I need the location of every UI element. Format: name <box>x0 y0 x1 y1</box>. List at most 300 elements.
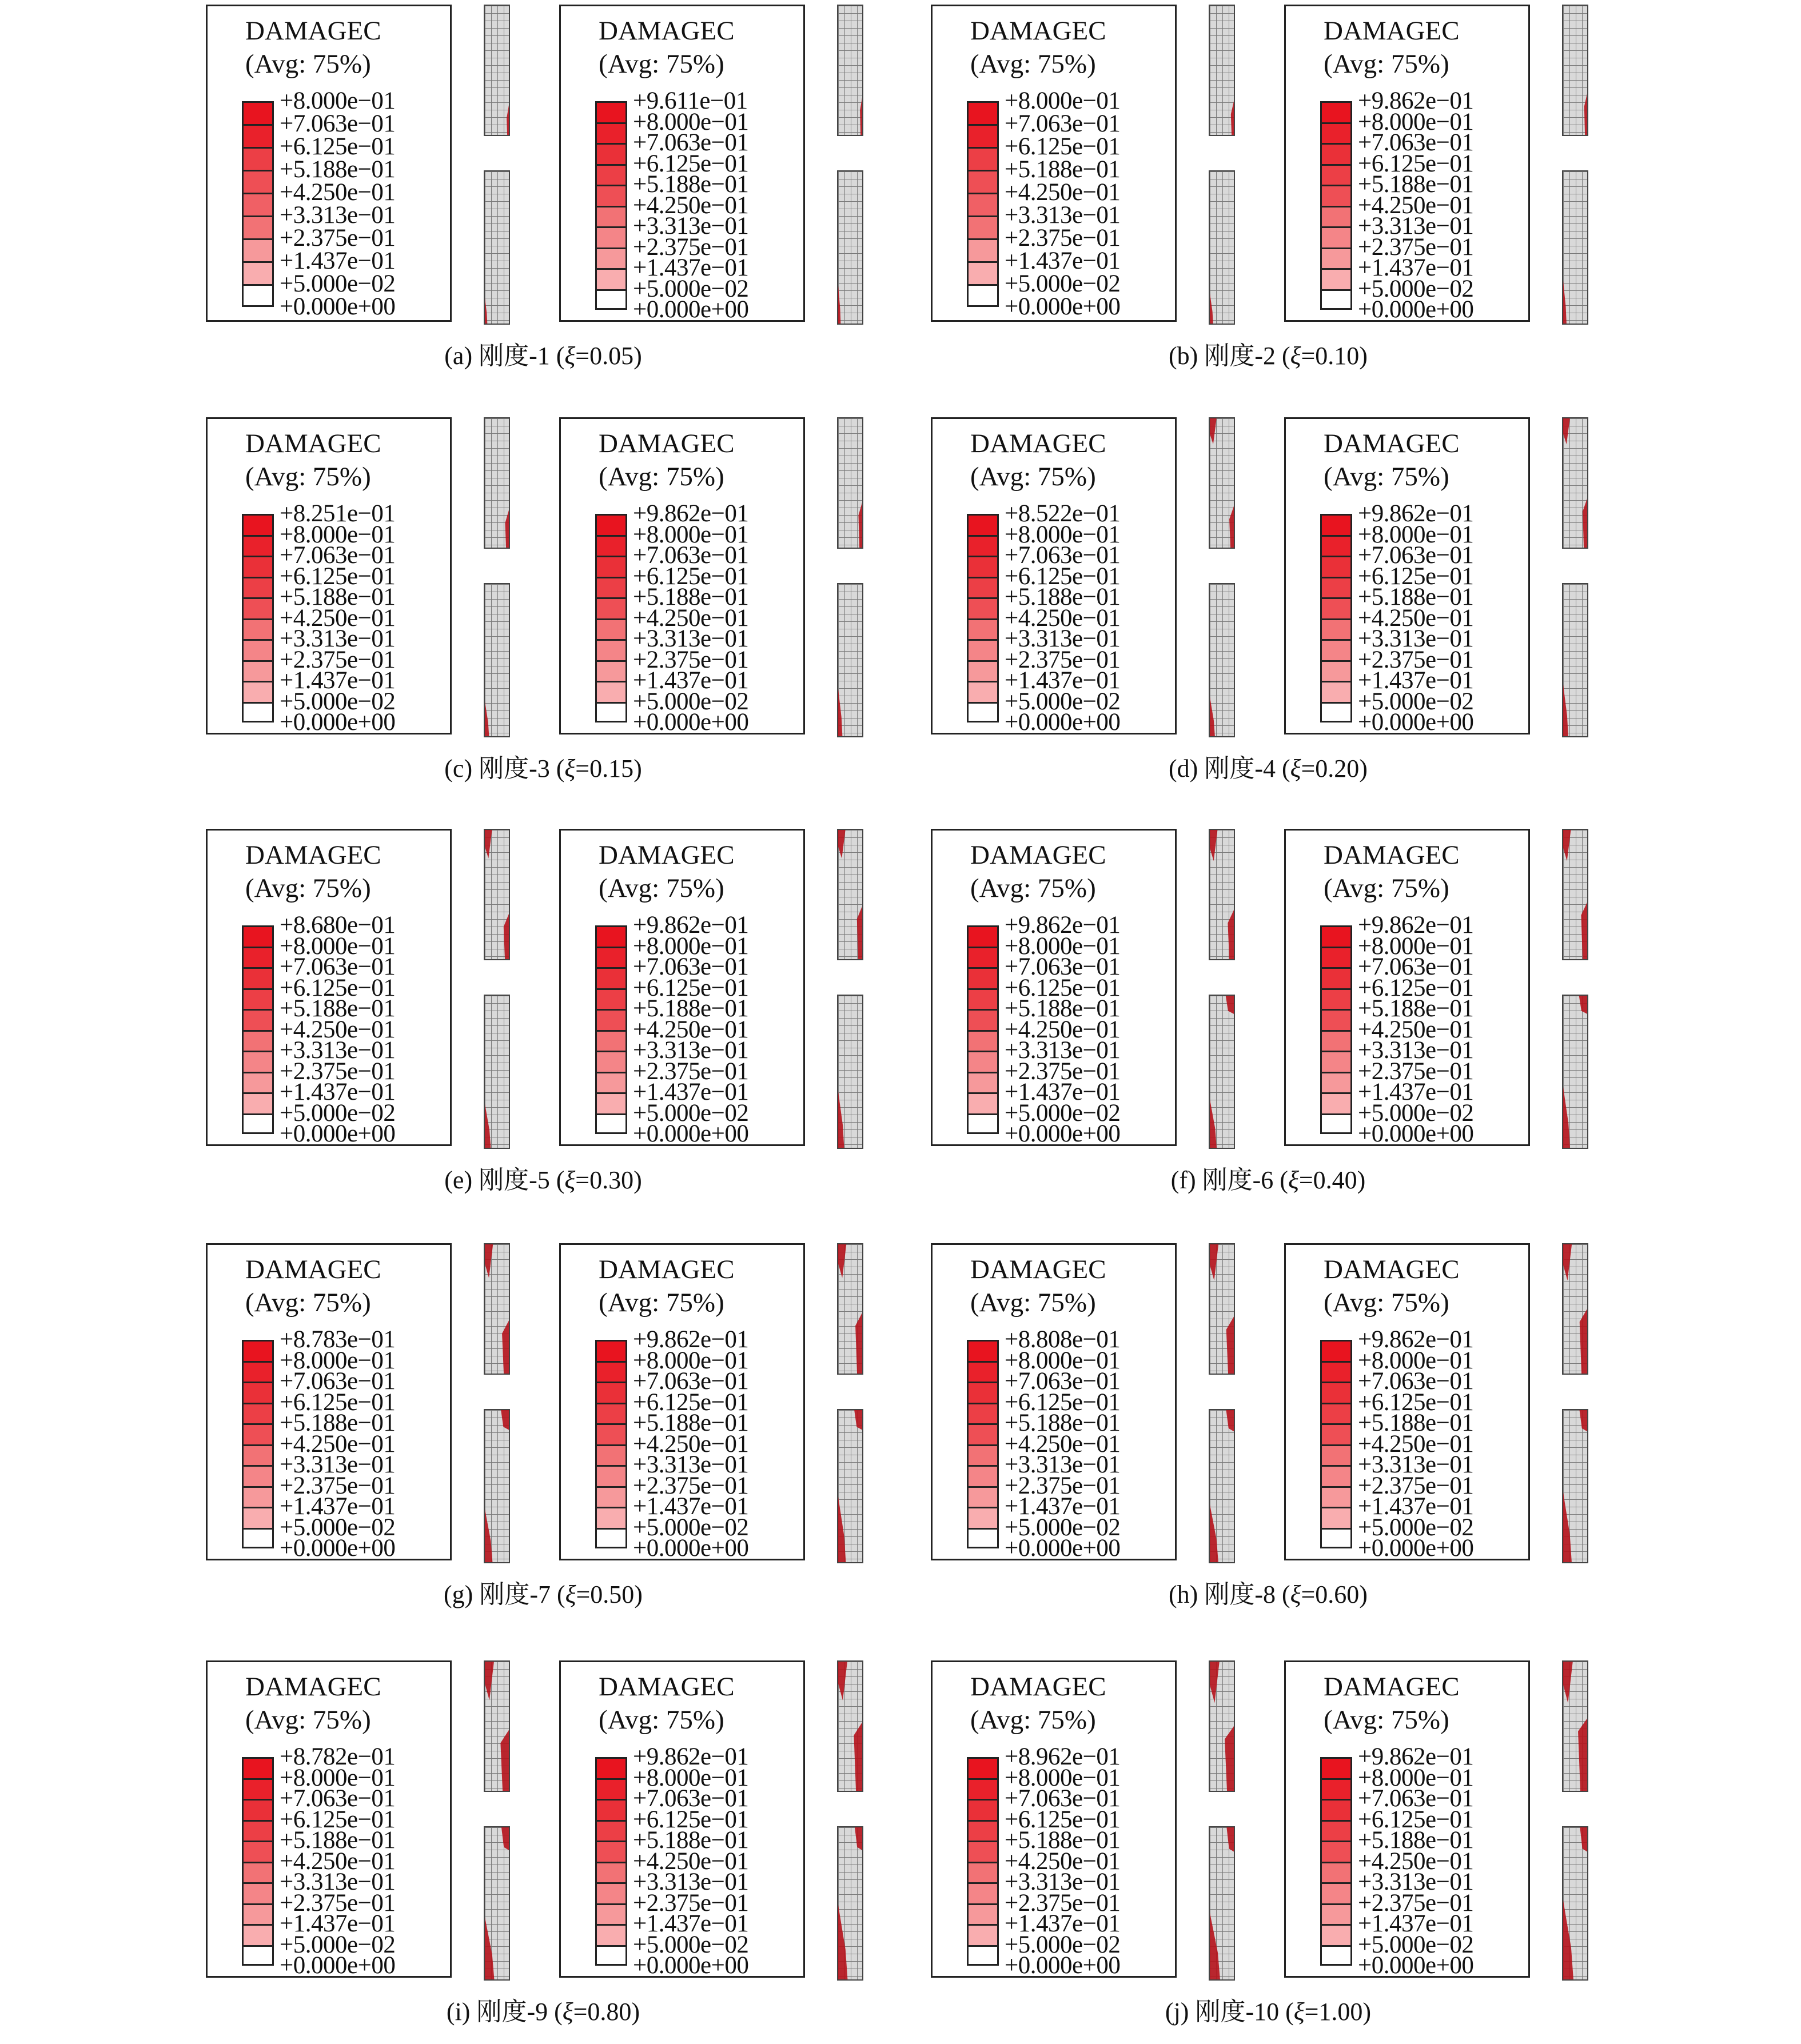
mesh-column <box>484 995 510 1149</box>
scale-label: +5.188e−01 <box>1005 995 1121 1022</box>
color-band <box>595 556 627 577</box>
color-band <box>967 101 999 124</box>
color-band <box>967 988 999 1009</box>
color-band <box>595 226 627 247</box>
color-band <box>242 1841 274 1862</box>
damage-zone <box>485 1662 494 1700</box>
scale-label: +6.125e−01 <box>280 974 396 1001</box>
scale-label: +2.375e−01 <box>280 646 396 673</box>
color-band <box>967 1340 999 1361</box>
color-band <box>1320 660 1352 681</box>
color-band <box>967 1444 999 1466</box>
scale-label: +1.437e−01 <box>633 1910 749 1937</box>
damage-zone <box>485 1509 492 1562</box>
color-band <box>967 1465 999 1486</box>
color-band <box>1320 1778 1352 1799</box>
scale-label: +3.313e−01 <box>280 202 396 229</box>
legend-average: (Avg: 75%) <box>970 1288 1096 1318</box>
legend-box <box>559 5 805 322</box>
color-band <box>242 577 274 598</box>
scale-label: +4.250e−01 <box>280 179 396 206</box>
scale-label: +0.000e+00 <box>1358 1952 1474 1979</box>
scale-label: +2.375e−01 <box>280 1472 396 1499</box>
caption-suffix: =0.60) <box>1301 1580 1368 1608</box>
color-band <box>242 1092 274 1113</box>
color-band <box>1320 1382 1352 1403</box>
damage-overlay <box>1210 1244 1234 1374</box>
legend-title: DAMAGEC <box>970 429 1106 458</box>
color-band <box>1320 1051 1352 1072</box>
color-band <box>1320 1444 1352 1466</box>
scale-label: +0.000e+00 <box>1358 709 1474 736</box>
color-band <box>967 639 999 660</box>
mesh-column <box>484 1660 510 1792</box>
result-pair-left <box>931 417 1277 737</box>
damage-overlay <box>1210 1827 1234 1979</box>
legend-average: (Avg: 75%) <box>245 873 371 903</box>
damage-zone <box>1229 506 1234 548</box>
color-band <box>242 702 274 723</box>
scale-label: +3.313e−01 <box>633 213 749 239</box>
damage-zone <box>1228 910 1234 959</box>
scale-label: +4.250e−01 <box>280 1430 396 1458</box>
caption-suffix: =0.10) <box>1301 342 1368 370</box>
scale-label: +5.188e−01 <box>633 584 749 610</box>
color-band <box>967 1507 999 1528</box>
color-band <box>242 1903 274 1925</box>
scale-label: +6.125e−01 <box>633 562 749 590</box>
color-band <box>967 1924 999 1945</box>
scale-label: +9.862e−01 <box>1358 1326 1474 1353</box>
scale-label: +4.250e−01 <box>1005 179 1121 206</box>
scale-label: +8.962e−01 <box>1005 1743 1121 1770</box>
color-band <box>242 967 274 988</box>
scale-label: +3.313e−01 <box>1005 1869 1121 1895</box>
scale-label: +5.188e−01 <box>280 584 396 610</box>
caption-prefix: (d) 刚度-4 ( <box>1169 754 1290 783</box>
color-band <box>1320 618 1352 640</box>
mesh-column <box>1209 170 1235 325</box>
mesh-column <box>1562 417 1588 549</box>
color-band <box>242 1799 274 1820</box>
scale-label: +7.063e−01 <box>280 1368 396 1395</box>
subfigure-caption <box>896 1991 1640 2027</box>
color-band <box>967 1423 999 1444</box>
legend-title: DAMAGEC <box>970 1255 1106 1284</box>
scale-label: +0.000e+00 <box>280 1535 396 1562</box>
color-band <box>1320 514 1352 535</box>
color-band <box>595 1862 627 1883</box>
scale-label: +5.000e−02 <box>633 1099 749 1127</box>
color-band <box>967 967 999 988</box>
color-band <box>242 147 274 170</box>
result-pair-left <box>206 1660 552 1981</box>
color-band <box>595 122 627 143</box>
result-pair-right <box>1284 5 1630 325</box>
damage-overlay <box>838 1410 862 1562</box>
scale-label: +5.000e−02 <box>280 1931 396 1958</box>
color-band <box>595 1382 627 1403</box>
color-band <box>1320 1841 1352 1862</box>
color-band <box>967 193 999 215</box>
scale-label: +2.375e−01 <box>633 1057 749 1085</box>
caption-suffix: =1.00) <box>1304 1998 1372 2026</box>
damage-overlay <box>1210 584 1234 736</box>
scale-label: +6.125e−01 <box>1005 974 1121 1001</box>
color-band <box>1320 1486 1352 1507</box>
color-band <box>595 1092 627 1113</box>
legend-average: (Avg: 75%) <box>970 873 1096 903</box>
scale-label: +2.375e−01 <box>633 1889 749 1917</box>
color-band <box>1320 1113 1352 1135</box>
damage-overlay <box>838 1662 862 1791</box>
color-band <box>967 238 999 261</box>
legend-box <box>559 1660 805 1978</box>
scale-label: +0.000e+00 <box>280 1952 396 1979</box>
legend-title: DAMAGEC <box>1324 1672 1460 1702</box>
scale-label: +7.063e−01 <box>633 542 749 569</box>
scale-label: +3.313e−01 <box>1005 625 1121 652</box>
color-band <box>595 681 627 702</box>
color-band <box>595 1009 627 1030</box>
color-band <box>967 1862 999 1883</box>
scale-label: +0.000e+00 <box>633 1120 749 1147</box>
scale-label: +9.862e−01 <box>1005 912 1121 939</box>
scale-label: +8.000e−01 <box>633 521 749 548</box>
legend-title: DAMAGEC <box>970 840 1106 870</box>
color-band <box>967 702 999 723</box>
scale-label: +7.063e−01 <box>1358 953 1474 980</box>
mesh-column <box>1562 170 1588 325</box>
damage-overlay <box>838 1827 862 1979</box>
color-band <box>967 618 999 640</box>
subfigure-d <box>931 417 1674 789</box>
scale-label: +1.437e−01 <box>1005 1493 1121 1520</box>
caption-prefix: (h) 刚度-8 ( <box>1169 1580 1290 1608</box>
color-band <box>967 1382 999 1403</box>
damage-zone <box>485 1104 491 1148</box>
damage-zone <box>838 1244 846 1278</box>
color-band <box>595 1072 627 1093</box>
caption-symbol: ξ <box>565 1580 576 1608</box>
caption-symbol: ξ <box>1290 1580 1301 1608</box>
scale-label: +0.000e+00 <box>280 1120 396 1147</box>
scale-label: +2.375e−01 <box>1358 646 1474 673</box>
damage-overlay <box>838 1244 862 1374</box>
color-band <box>967 1799 999 1820</box>
scale-label: +5.000e−02 <box>1358 688 1474 715</box>
color-band <box>1320 1030 1352 1051</box>
damage-zone <box>838 1905 847 1979</box>
damage-overlay <box>485 830 509 959</box>
legend-average: (Avg: 75%) <box>599 49 724 79</box>
caption-suffix: =0.15) <box>575 754 642 783</box>
result-pair-right <box>1284 1660 1630 1981</box>
damage-overlay <box>485 6 509 135</box>
scale-label: +9.611e−01 <box>633 87 748 114</box>
scale-label: +1.437e−01 <box>633 1079 749 1105</box>
color-band <box>242 1778 274 1799</box>
damage-zone <box>855 1827 862 1850</box>
scale-label: +8.000e−01 <box>1358 932 1474 960</box>
scale-label: +6.125e−01 <box>1005 1806 1121 1833</box>
color-band <box>967 1882 999 1903</box>
caption-symbol: ξ <box>1290 754 1301 783</box>
scale-label: +5.188e−01 <box>280 995 396 1022</box>
scale-label: +1.437e−01 <box>1005 1079 1121 1105</box>
legend-average: (Avg: 75%) <box>970 49 1096 79</box>
caption-prefix: (a) 刚度-1 ( <box>444 342 565 370</box>
subfigure-g <box>206 1243 949 1615</box>
scale-label: +5.188e−01 <box>1005 1410 1121 1436</box>
subfigure-caption <box>896 748 1640 784</box>
color-band <box>595 577 627 598</box>
legend-average: (Avg: 75%) <box>1324 462 1449 492</box>
color-band <box>1320 1465 1352 1486</box>
mesh-column <box>837 583 863 737</box>
scale-label: +0.000e+00 <box>280 709 396 736</box>
scale-label: +0.000e+00 <box>1358 296 1474 323</box>
damage-overlay <box>1210 6 1234 135</box>
scale-label: +9.862e−01 <box>1358 912 1474 939</box>
result-pair-right <box>1284 829 1630 1149</box>
mesh-column <box>837 417 863 549</box>
subfigure-caption <box>172 748 915 784</box>
result-pair-right <box>559 1660 905 1981</box>
legend-box <box>1284 417 1530 734</box>
damage-zone <box>485 298 487 324</box>
color-band <box>242 1340 274 1361</box>
result-pair-left <box>931 1243 1277 1563</box>
scale-label: +3.313e−01 <box>1358 213 1474 239</box>
caption-suffix: =0.50) <box>576 1580 643 1608</box>
mesh-column <box>1562 5 1588 136</box>
mesh-column <box>837 5 863 136</box>
color-band <box>242 193 274 215</box>
mesh-column <box>484 583 510 737</box>
scale-label: +2.375e−01 <box>633 646 749 673</box>
damage-zone <box>838 689 842 736</box>
scale-label: +0.000e+00 <box>1005 293 1121 320</box>
scale-label: +6.125e−01 <box>1358 150 1474 177</box>
color-band <box>967 1820 999 1841</box>
color-band <box>967 1945 999 1966</box>
scale-label: +5.000e−02 <box>1358 1931 1474 1958</box>
color-band <box>1320 143 1352 164</box>
subfigure-b <box>931 5 1674 376</box>
damage-zone <box>838 1497 846 1562</box>
damage-overlay <box>1210 1410 1234 1562</box>
damage-overlay <box>1563 830 1587 959</box>
damage-overlay <box>485 1410 509 1562</box>
mesh-column <box>484 1826 510 1981</box>
damage-zone <box>1563 1662 1573 1703</box>
color-band <box>242 556 274 577</box>
subfigure-caption <box>172 1991 915 2027</box>
color-band <box>967 597 999 618</box>
subfigure-f <box>931 829 1674 1200</box>
scale-label: +5.000e−02 <box>633 1514 749 1541</box>
scale-label: +5.000e−02 <box>1005 1514 1121 1541</box>
scale-label: +8.000e−01 <box>280 87 396 114</box>
color-band <box>595 1113 627 1135</box>
scale-label: +2.375e−01 <box>1358 1889 1474 1917</box>
scale-label: +5.000e−02 <box>1358 275 1474 302</box>
damage-overlay <box>485 1827 509 1979</box>
mesh-column <box>837 1826 863 1981</box>
scale-label: +3.313e−01 <box>1358 625 1474 652</box>
color-band <box>1320 1799 1352 1820</box>
color-band <box>1320 556 1352 577</box>
legend-average: (Avg: 75%) <box>245 462 371 492</box>
caption-prefix: (e) 刚度-5 ( <box>444 1166 565 1194</box>
result-pair-left <box>931 829 1277 1149</box>
damage-zone <box>1226 1317 1234 1374</box>
color-band <box>967 124 999 147</box>
scale-label: +1.437e−01 <box>633 1493 749 1520</box>
scale-label: +0.000e+00 <box>1005 1120 1121 1147</box>
damage-zone <box>1563 830 1571 861</box>
scale-label: +9.862e−01 <box>633 500 749 527</box>
color-band <box>967 147 999 170</box>
damage-zone <box>1563 1901 1573 1979</box>
color-band <box>242 1072 274 1093</box>
mesh-column <box>484 1409 510 1563</box>
scale-label: +3.313e−01 <box>1358 1451 1474 1478</box>
scale-label: +1.437e−01 <box>1358 1493 1474 1520</box>
legend-box <box>206 417 452 734</box>
damage-zone <box>485 701 489 736</box>
legend-average: (Avg: 75%) <box>599 873 724 903</box>
legend-box <box>931 829 1177 1146</box>
scale-label: +9.862e−01 <box>1358 500 1474 527</box>
damage-zone <box>1210 697 1215 736</box>
color-band <box>967 681 999 702</box>
scale-label: +5.188e−01 <box>280 156 396 183</box>
scale-label: +7.063e−01 <box>1005 1785 1121 1812</box>
damage-overlay <box>485 996 509 1148</box>
color-band <box>242 535 274 556</box>
scale-label: +2.375e−01 <box>1005 1057 1121 1085</box>
damage-overlay <box>1563 1827 1587 1979</box>
legend-title: DAMAGEC <box>599 1255 735 1284</box>
color-band <box>1320 1423 1352 1444</box>
scale-label: +5.188e−01 <box>280 1410 396 1436</box>
scale-label: +3.313e−01 <box>633 1451 749 1478</box>
legend-box <box>1284 1660 1530 1978</box>
damage-overlay <box>1210 418 1234 548</box>
mesh-column <box>837 1409 863 1563</box>
scale-label: +5.188e−01 <box>1358 584 1474 610</box>
color-band <box>1320 206 1352 227</box>
color-band <box>595 597 627 618</box>
color-band <box>595 206 627 227</box>
scale-label: +8.000e−01 <box>1358 1347 1474 1374</box>
damage-zone <box>1581 903 1587 959</box>
scale-label: +0.000e+00 <box>1358 1120 1474 1147</box>
color-band <box>967 1072 999 1093</box>
mesh-column <box>1562 995 1588 1149</box>
color-band <box>1320 1528 1352 1549</box>
subfigure-caption <box>896 1159 1640 1196</box>
damage-overlay <box>1563 1410 1587 1562</box>
scale-label: +3.313e−01 <box>280 1451 396 1478</box>
color-band <box>1320 101 1352 122</box>
legend-average: (Avg: 75%) <box>245 1705 371 1735</box>
color-band <box>595 1403 627 1424</box>
legend-title: DAMAGEC <box>245 16 381 46</box>
mesh-column <box>1209 1826 1235 1981</box>
subfigure-caption <box>896 1574 1640 1610</box>
color-band <box>595 1030 627 1051</box>
color-band <box>967 215 999 238</box>
damage-zone <box>1563 685 1568 736</box>
color-band <box>595 1340 627 1361</box>
scale-label: +7.063e−01 <box>1005 1368 1121 1395</box>
color-band <box>967 947 999 968</box>
damage-overlay <box>838 171 862 324</box>
color-band <box>1320 1945 1352 1966</box>
color-band <box>967 1009 999 1030</box>
color-band <box>595 185 627 206</box>
scale-label: +7.063e−01 <box>633 1785 749 1812</box>
scale-label: +9.862e−01 <box>633 912 749 939</box>
scale-label: +9.862e−01 <box>1358 87 1474 114</box>
scale-label: +7.063e−01 <box>1358 1368 1474 1395</box>
scale-label: +3.313e−01 <box>633 1869 749 1895</box>
damage-overlay <box>485 418 509 548</box>
scale-label: +1.437e−01 <box>1358 254 1474 281</box>
damage-overlay <box>838 830 862 959</box>
scale-label: +1.437e−01 <box>280 1493 396 1520</box>
mesh-column <box>484 829 510 960</box>
color-band <box>967 284 999 307</box>
scale-label: +0.000e+00 <box>1358 1535 1474 1562</box>
scale-label: +5.188e−01 <box>633 1410 749 1436</box>
scale-label: +7.063e−01 <box>280 1785 396 1812</box>
damage-overlay <box>1210 830 1234 959</box>
color-band <box>1320 1340 1352 1361</box>
color-band <box>242 597 274 618</box>
mesh-column <box>1562 1409 1588 1563</box>
scale-label: +8.000e−01 <box>1005 932 1121 960</box>
color-band <box>1320 289 1352 310</box>
scale-label: +1.437e−01 <box>633 667 749 694</box>
scale-label: +8.522e−01 <box>1005 500 1121 527</box>
damage-zone <box>500 1730 509 1791</box>
scale-label: +2.375e−01 <box>280 1889 396 1917</box>
scale-label: +5.000e−02 <box>280 1514 396 1541</box>
scale-label: +1.437e−01 <box>1005 1910 1121 1937</box>
scale-label: +6.125e−01 <box>1358 974 1474 1001</box>
color-band <box>242 1030 274 1051</box>
damage-zone <box>1231 101 1234 135</box>
scale-label: +2.375e−01 <box>1358 1057 1474 1085</box>
mesh-column <box>484 1243 510 1375</box>
result-pair-right <box>1284 1243 1630 1563</box>
color-band <box>1320 1882 1352 1903</box>
damage-zone <box>838 1662 847 1700</box>
damage-overlay <box>1563 996 1587 1148</box>
damage-zone <box>1584 94 1587 135</box>
damage-zone <box>485 830 492 859</box>
scale-label: +1.437e−01 <box>1358 1910 1474 1937</box>
legend-title: DAMAGEC <box>245 1672 381 1702</box>
scale-label: +8.783e−01 <box>280 1326 396 1353</box>
color-band <box>595 618 627 640</box>
scale-label: +4.250e−01 <box>633 1016 749 1043</box>
color-band <box>595 535 627 556</box>
